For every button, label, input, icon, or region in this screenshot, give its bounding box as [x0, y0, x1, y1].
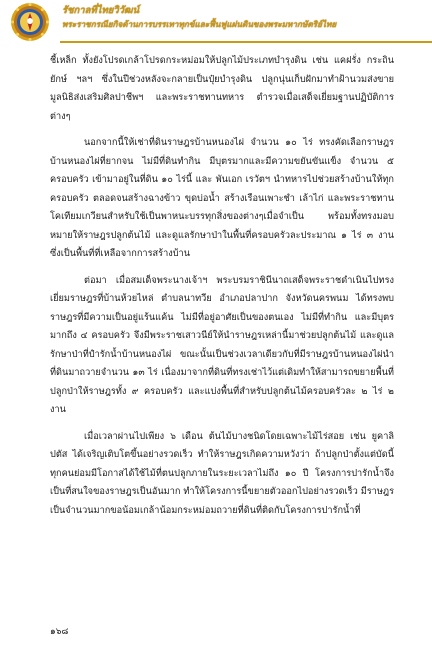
paragraph: ชี้เหล็ก ทั้งยังโปรดเกล้าโปรดกระหม่อมให้ปลูกไม้ประเภทบำรุงดิน เช่น แคฝรั่ง กระถินยักษ์ ฯลฯ ซึ่งในปีช่วงหลังจะกลายเป็นปุ๋ยบำรุงดิน ปลูกนุ่นเก็บฝักมาทำฝ้านวมส่งขายมูลนิธิส่งเสริมศิลปาชีพฯ และพระราชทานทหาร ตำรวจเมื่อเสด็จเยี่ยมฐานปฏิบัติการต่างๆ [50, 55, 394, 122]
paragraph: นอกจากนี้ให้เช่าที่ดินราษฎรบ้านหนองไผ่ จำนวน ๑๐ ไร่ ทรงคัดเลือกราษฎรบ้านหนองไผ่ที่ยากจน ไม่มีที่ดินทำกิน มีบุตรมากและมีความขยันขันแข็ง จำนวน ๕ ครอบครัว เข้ามาอยู่ในที่ดิน ๑๐ ไร่นี้ และ พันเอก เรวัตฯ นำทหารไปช่วยสร้างบ้านให้ทุกครอบครัว ตลอดจนสร้างฉางข้าว ขุดบ่อน้ำ สร้างเรือนเพาะชำ เล้าไก่ และพระราชทานโคเทียมเกวียนสำหรับใช้เป็นพาหนะบรรทุกสิ่งของต่างๆเมื่อจำเป็น พร้อมทั้งทรงมอบหมายให้ราษฎรปลูกต้นไม้ และดูแลรักษาป่าในพื้นที่ครอบครัวละประมาณ ๑ ไร่ ๓ งาน ซึ่งเป็นพื้นที่ที่เหลือจากการสร้างบ้าน [50, 137, 394, 259]
royal-emblem-icon [10, 2, 50, 42]
header-subtitle: พระราชกรณียกิจด้านการบรรเทาทุกข์และฟื้นฟูแผ่นดินของพระมหากษัตริย์ไทย [62, 19, 337, 29]
paragraph: เมื่อเวลาผ่านไปเพียง ๖ เดือน ต้นไม้บางชนิดโดยเฉพาะไม้ไร่สอย เช่น ยูคาลิปตัส ได้เจริญเติบโตขึ้นอย่างรวดเร็ว ทำให้ราษฎรเกิดความหวังว่า ถ้าปลูกป่าตั้งแต่บัดนี้ ทุกคนย่อมมีโอกาสได้ใช้ไม้ที่ตนปลูกภายในระยะเวลาไม่ถึง ๑๐ ปี โครงการปารักน้ำจึงเป็นที่สนใจของราษฎรเป็นอันมาก ทำให้โครงการนี้ขยายตัวออกไปอย่างรวดเร็ว มีราษฎรเป็นจำนวนมากขอน้อมเกล้าน้อมกระหม่อมถวายที่ดินที่ติดกับโครงการปารักน้ำที่ [50, 430, 395, 516]
page-body [50, 52, 394, 528]
header-title: รัชกาลที่ไทยวิวัฒน์ [62, 5, 140, 16]
page-header [0, 0, 432, 44]
header-divider [60, 41, 432, 43]
page-number: ๑๖๘ [50, 627, 69, 637]
paragraph: ต่อมา เมื่อสมเด็จพระนางเจ้าฯ พระบรมราชินีนาถเสด็จพระราชดำเนินไปทรงเยี่ยมราษฎรที่บ้านห้วยไหล่ ตำบลนาทวีย อำเภอปลาปาก จังหวัดนครพนม ได้ทรงพบราษฎรที่มีความเป็นอยู่แร้นแค้น ไม่มีที่อยู่อาศัยเป็นของตนเอง ไม่มีที่ทำกิน และมีบุตรมากถึง ๔ ครอบครัว จึงมีพระราชเสาวนีย์ให้นำราษฎรเหล่านี้มาช่วยปลูกต้นไม้ และดูแลรักษาป่าที่ปำรักน้ำบ้านหนองไผ่ ขณะนั้นเป็นช่วงเวลาเดียวกับที่มีราษฎรบ้านหนองไผ่นำที่ดินมาถวายจำนวน ๑๓ ไร่ เนื่องมาจากที่ดินที่ทรงเช่าไว้แต่เดิมทำให้สามารถขยายพื้นที่ปลูกป่าให้ราษฎรทั้ง ๙ ครอบครัว และแบ่งพื้นที่สำหรับปลูกต้นไม้ครอบครัวละ ๒ ไร่ ๒ งาน [50, 274, 394, 415]
